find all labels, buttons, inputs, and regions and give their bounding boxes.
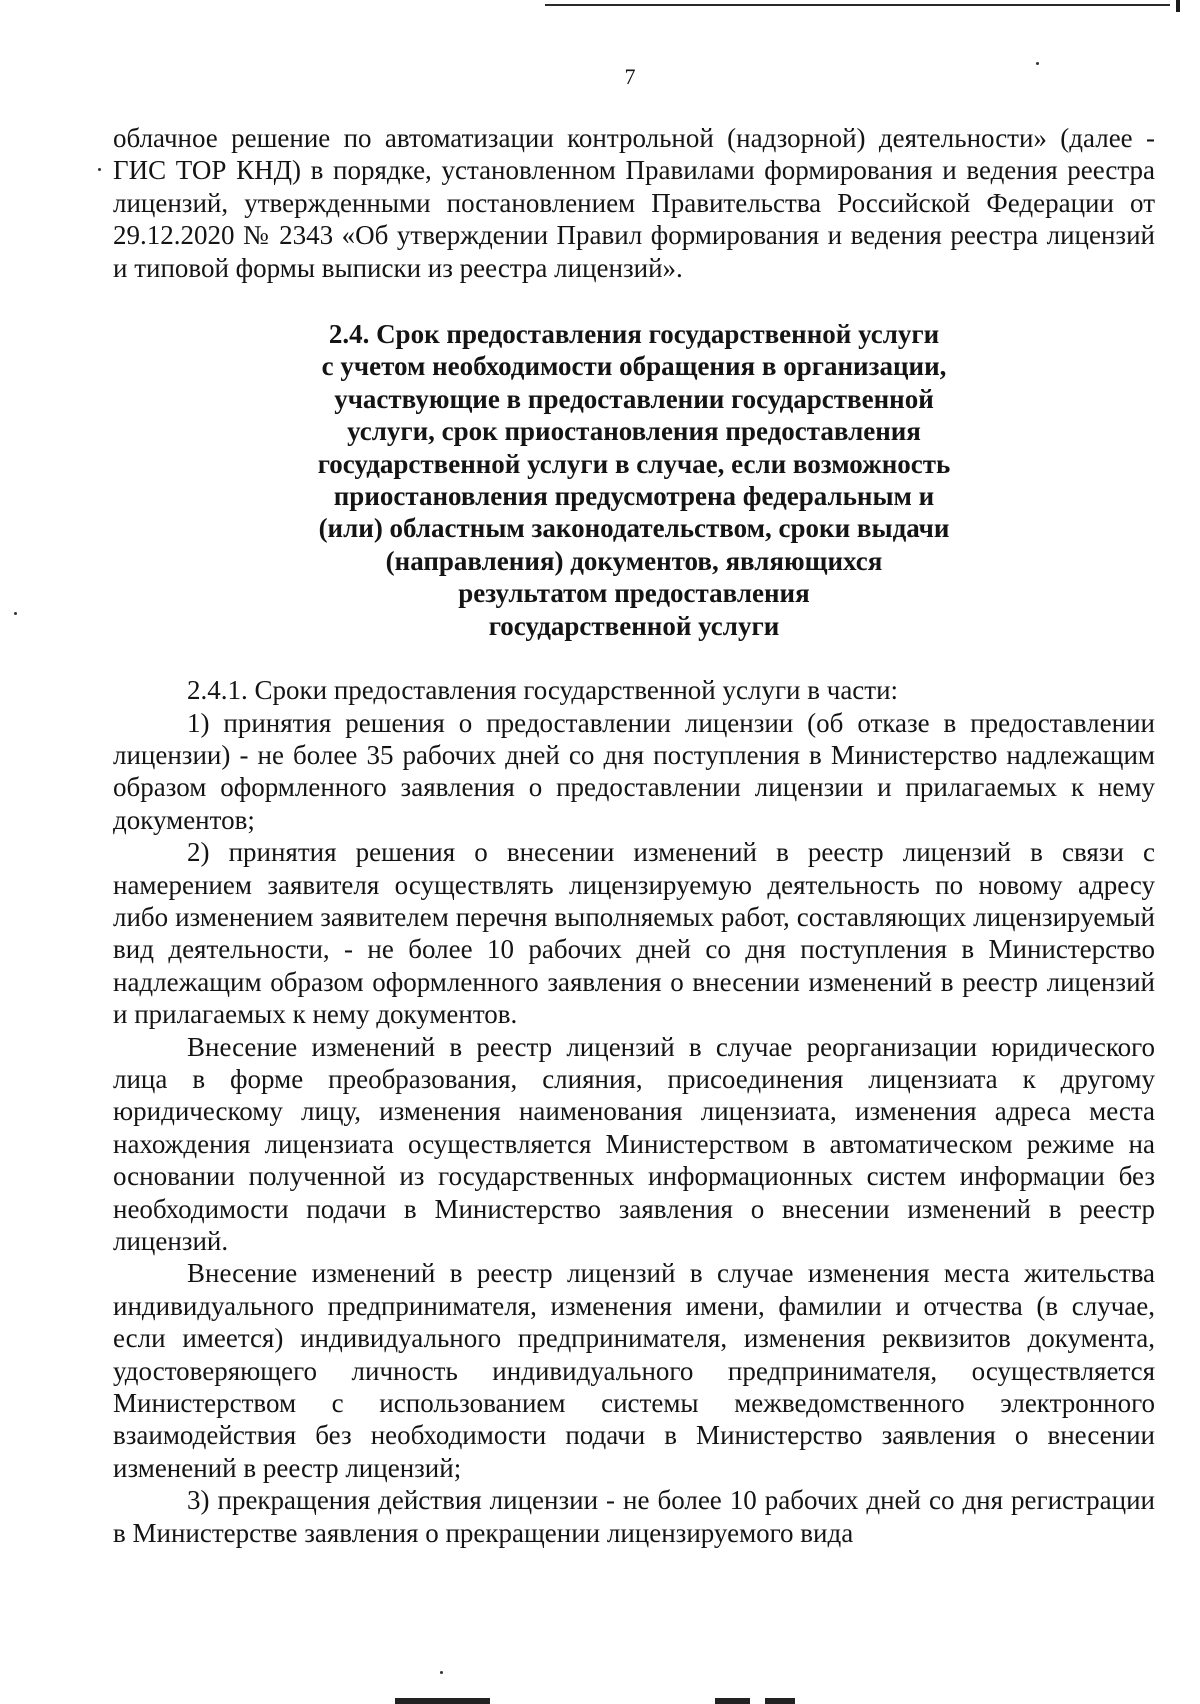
heading-line: приостановления предусмотрена федеральным и (333, 481, 935, 512)
heading-line: 2.4. Срок предоставления государственной услуги (328, 319, 940, 350)
document-body (113, 122, 1155, 1549)
scan-mark (765, 1698, 795, 1704)
scan-mark (715, 1698, 750, 1704)
scan-speck (440, 1671, 443, 1674)
page-number: 7 (624, 64, 636, 89)
heading-line: результатом предоставления (458, 578, 810, 609)
heading-line: участвующие в предоставлении государственной (334, 383, 934, 414)
scan-speck (98, 168, 101, 171)
scan-edge-line (545, 4, 1170, 6)
paragraph-item-2: 2) принятия решения о внесении изменений в реестр лицензий в связи с намерением заявителя осуществлять лицензируемую деятельность по новому адресу либо изменением заявителем перечня выполняемых работ, составляющих лицензируемый вид деятельности, - не более 10 рабочих дней со дня поступления в Министерство надлежащим образом оформленного заявления о внесении изменений в реестр лицензий и прилагаемых к нему документов. (113, 837, 1155, 1030)
scan-bottom-edge (0, 1684, 1200, 1704)
scan-edge-mark (1176, 0, 1180, 12)
paragraph-2-4-1: 2.4.1. Сроки предоставления государственной услуги в части: (187, 675, 899, 706)
paragraph-item-3: 3) прекращения действия лицензии - не более 10 рабочих дней со дня регистрации в Министерстве заявления о прекращении лицензируемого вида (113, 1485, 1155, 1548)
scan-speck (14, 612, 17, 615)
heading-line: услуги, срок приостановления предоставления (347, 416, 921, 447)
scan-mark (395, 1698, 490, 1704)
heading-line: (направления) документов, являющихся (385, 545, 883, 576)
paragraph-entrepreneur-changes: Внесение изменений в реестр лицензий в случае изменения места жительства индивидуального предпринимателя, изменения имени, фамилии и отчества (в случае, если имеется) индивидуального предпринимателя, изменения реквизитов документа, удостоверяющего личность индивидуального предпринимателя, осуществляется Министерством с использованием системы межведомственного электронного взаимодействия без необходимости подачи в Министерство заявления о внесении изменений в реестр лицензий; (113, 1258, 1155, 1483)
section-heading (113, 318, 1155, 642)
heading-line: с учетом необходимости обращения в организации, (321, 351, 947, 382)
paragraph-item-1: 1) принятия решения о предоставлении лицензии (об отказе в предоставлении лицензии) - не более 35 рабочих дней со дня поступления в Министерство надлежащим образом оформленного заявления о предоставлении лицензии и прилагаемых к нему документов; (113, 707, 1155, 835)
heading-line: государственной услуги в случае, если возможность (317, 448, 951, 479)
heading-line: (или) областным законодательством, сроки выдачи (318, 513, 950, 544)
paragraph-reorganization: Внесение изменений в реестр лицензий в случае реорганизации юридического лица в форме преобразования, слияния, присоединения лицензиата к другому юридическому лицу, изменения наименования лицензиата, изменения адреса места нахождения лицензиата осуществляется Министерством в автоматическом режиме на основании полученной из государственных информационных систем информации без необходимости подачи в Министерство заявления о внесении изменений в реестр лицензий. (113, 1031, 1155, 1256)
intro-paragraph: облачное решение по автоматизации контрольной (надзорной) деятельности» (далее - ГИС ТОР КНД) в порядке, установленном Правилами формирования и ведения реестра лицензий, утвержденными постановлением Правительства Российской Федерации от 29.12.2020 № 2343 «Об утверждении Правил формирования и ведения реестра лицензий и типовой формы выписки из реестра лицензий». (113, 123, 1155, 283)
heading-line: государственной услуги (488, 610, 780, 641)
